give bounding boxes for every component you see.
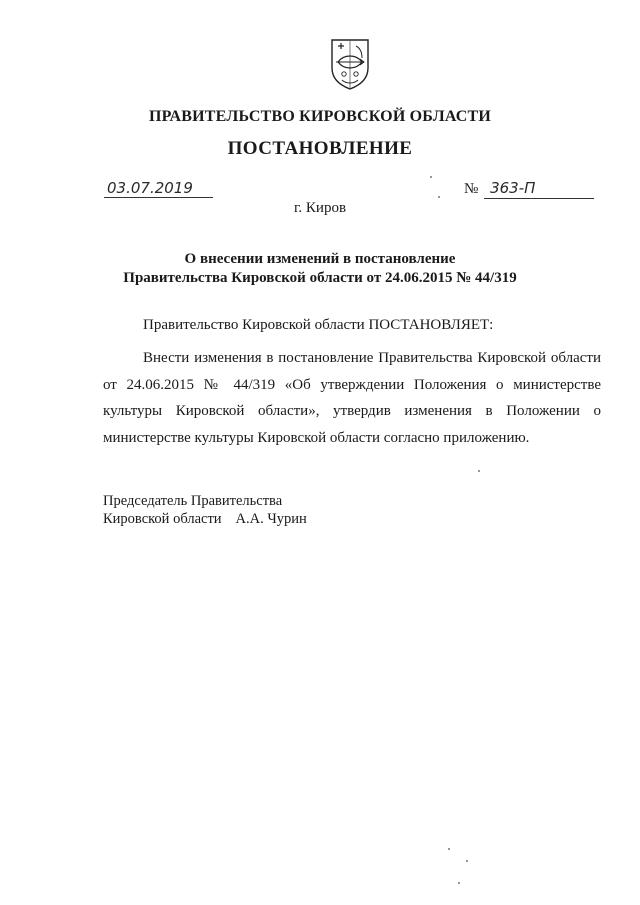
document-number: 363-П [484,178,594,199]
signatory-position-line-2-row [103,510,307,528]
city-of-issue: г. Киров [293,200,347,216]
resolution-preamble: Правительство Кировской области ПОСТАНОВЛЯЕТ: [143,317,494,333]
document-subject [0,250,640,288]
scan-speck [478,470,480,472]
document-type-title: ПОСТАНОВЛЕНИЕ [227,138,413,159]
resolution-paragraph: Внести изменения в постановление Правительства Кировской области от 24.06.2015 № 44/319 «Об утверждении Положения о министерстве культуры Кировской области», утвердив изменения в Положении о министерстве культуры Кировской области согласно приложению. [103,350,601,446]
subject-line-2: Правительства Кировской области от 24.06.2015 № 44/319 [123,270,517,286]
signatory-name: А.А. Чурин [235,511,307,527]
document-number-field [464,178,594,199]
signatory-position-line-2: Кировской области [103,511,222,527]
subject-line-1: О внесении изменений в постановление [184,251,456,267]
scan-speck [430,176,432,178]
scan-speck [448,848,450,850]
coat-of-arms-icon [330,38,370,90]
scan-speck [458,882,460,884]
organization-title: ПРАВИТЕЛЬСТВО КИРОВСКОЙ ОБЛАСТИ [148,108,492,125]
document-date: 03.07.2019 [104,179,213,198]
signatory-position-line-1: Председатель Правительства [103,493,283,509]
signature-block [103,492,307,528]
scan-speck [438,196,440,198]
scan-speck [466,860,468,862]
number-sign: № [464,181,479,197]
